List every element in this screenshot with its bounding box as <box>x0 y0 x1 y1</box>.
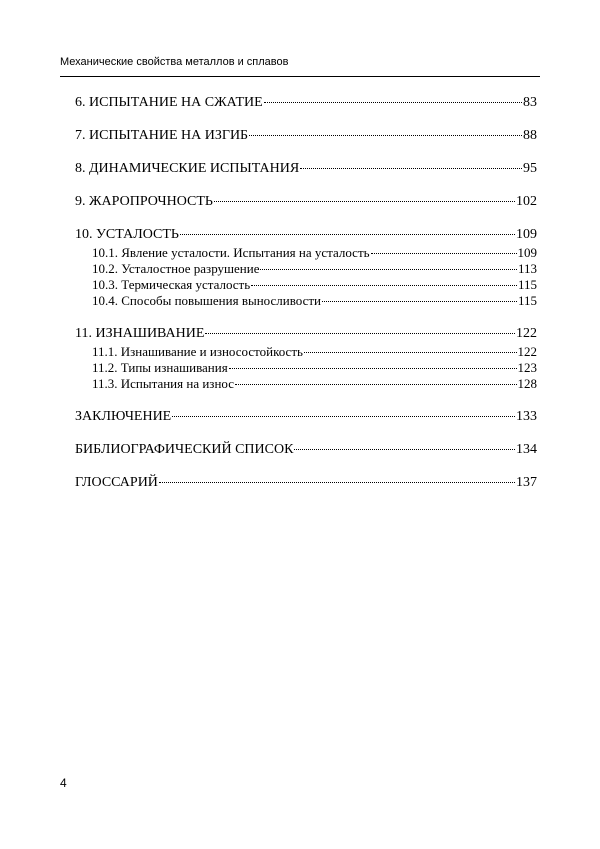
toc-subentry <box>75 261 537 277</box>
toc-entry-label: 11. ИЗНАШИВАНИЕ <box>75 326 205 341</box>
running-header: Механические свойства металлов и сплавов <box>60 56 289 68</box>
toc-entry-page: 95 <box>523 161 537 176</box>
toc-entry-page: 83 <box>523 95 537 110</box>
toc-leader-dots <box>300 168 522 169</box>
toc-subentry <box>75 245 537 261</box>
toc-subentry <box>75 360 537 376</box>
toc-subentry <box>75 376 537 392</box>
toc-leader-dots <box>249 135 522 136</box>
toc-leader-dots <box>159 482 515 483</box>
toc-entry-label: 8. ДИНАМИЧЕСКИЕ ИСПЫТАНИЯ <box>75 161 300 176</box>
toc-entry-page: 123 <box>517 360 537 375</box>
toc-entry-label: 11.3. Испытания на износ <box>92 376 234 391</box>
toc-entry-wear <box>75 323 537 344</box>
toc-leader-dots <box>251 285 517 286</box>
toc-entry-label: 10.1. Явление усталости. Испытания на усталость <box>92 245 370 260</box>
toc-entry-label: ГЛОССАРИЙ <box>75 475 158 490</box>
header-rule <box>60 76 540 77</box>
toc-entry-label: 7. ИСПЫТАНИЕ НА ИЗГИБ <box>75 128 249 143</box>
toc-entry-label: 11.2. Типы изнашивания <box>92 360 228 375</box>
toc-entry-fatigue <box>75 224 537 245</box>
toc-leader-dots <box>264 102 522 103</box>
toc-leader-dots <box>322 301 517 302</box>
toc-leader-dots <box>304 352 517 353</box>
toc-entry-label: 11.1. Изнашивание и износостойкость <box>92 344 303 359</box>
toc-leader-dots <box>172 416 515 417</box>
toc-entry-page: 115 <box>517 277 537 292</box>
page-number: 4 <box>60 776 67 790</box>
toc-entry-page: 102 <box>516 194 537 209</box>
toc-entry-label: БИБЛИОГРАФИЧЕСКИЙ СПИСОК <box>75 442 294 457</box>
toc-entry-page: 128 <box>517 376 537 391</box>
toc-leader-dots <box>294 449 515 450</box>
toc-subentry <box>75 344 537 360</box>
toc-entry-glossary <box>75 472 537 493</box>
toc-leader-dots <box>235 384 517 385</box>
toc-entry-heat-resistance <box>75 191 537 212</box>
table-of-contents <box>75 92 537 493</box>
toc-entry-page: 115 <box>517 293 537 308</box>
toc-leader-dots <box>205 333 515 334</box>
toc-entry-page: 134 <box>516 442 537 457</box>
toc-entry-label: 9. ЖАРОПРОЧНОСТЬ <box>75 194 213 209</box>
toc-entry-page: 109 <box>516 227 537 242</box>
toc-entry-conclusion <box>75 406 537 427</box>
toc-leader-dots <box>180 234 515 235</box>
toc-entry-page: 109 <box>517 245 537 260</box>
toc-subentry <box>75 277 537 293</box>
toc-entry-label: 10.3. Термическая усталость <box>92 277 251 292</box>
toc-entry-page: 88 <box>523 128 537 143</box>
toc-entry-dynamic <box>75 158 537 179</box>
toc-entry-page: 133 <box>516 409 537 424</box>
toc-leader-dots <box>229 368 517 369</box>
toc-entry-label: 10.4. Способы повышения выносливости <box>92 293 321 308</box>
toc-subentry <box>75 293 537 309</box>
toc-entry-label: 10.2. Усталостное разрушение <box>92 261 260 276</box>
toc-entry-page: 122 <box>516 326 537 341</box>
toc-entry-bibliography <box>75 439 537 460</box>
toc-entry-label: 6. ИСПЫТАНИЕ НА СЖАТИЕ <box>75 95 263 110</box>
toc-entry-label: 10. УСТАЛОСТЬ <box>75 227 179 242</box>
toc-leader-dots <box>371 253 517 254</box>
toc-leader-dots <box>260 269 516 270</box>
toc-entry-page: 137 <box>516 475 537 490</box>
toc-entry-bending <box>75 125 537 146</box>
toc-leader-dots <box>214 201 515 202</box>
toc-entry-compression <box>75 92 537 113</box>
toc-entry-page: 122 <box>517 344 537 359</box>
toc-entry-label: ЗАКЛЮЧЕНИЕ <box>75 409 172 424</box>
toc-entry-page: 113 <box>517 261 537 276</box>
